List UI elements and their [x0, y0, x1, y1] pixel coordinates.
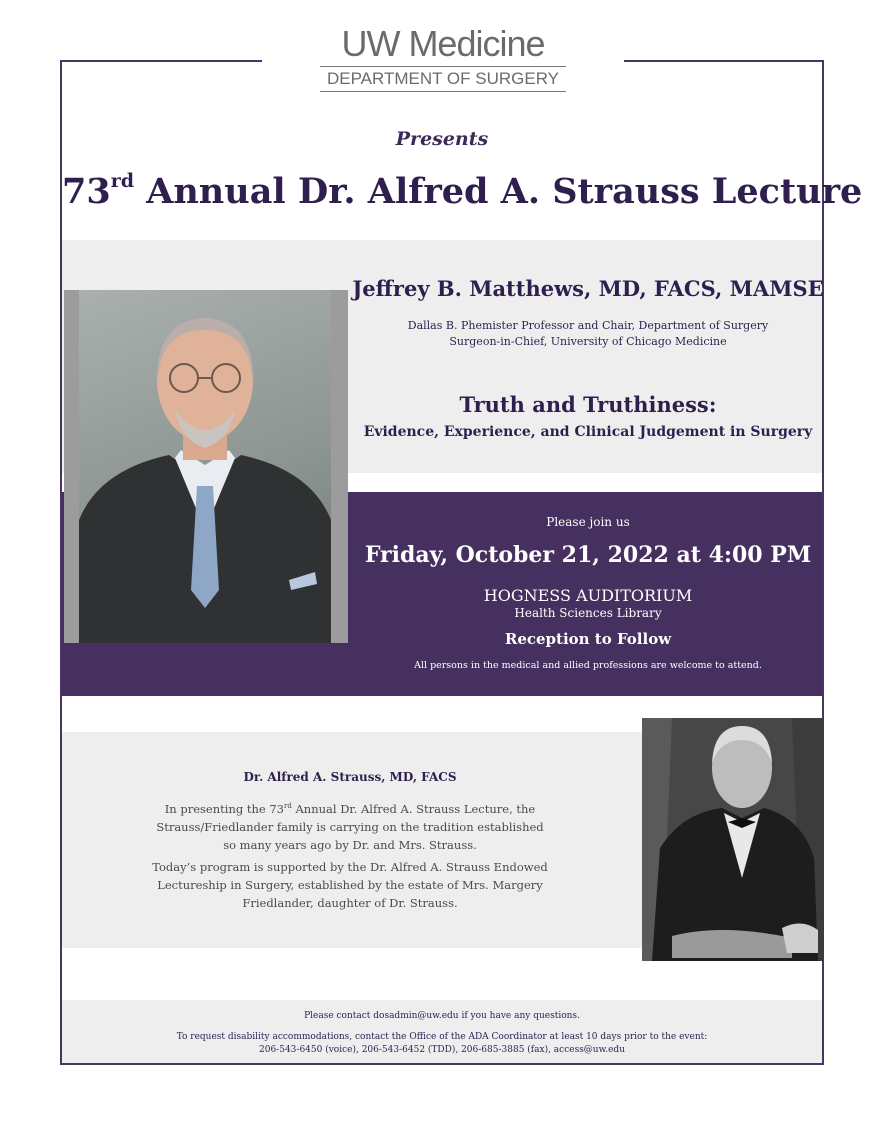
ada-line-2: 206-543-6450 (voice), 206-543-6452 (TDD), 206-685-3885 (fax), access@uw.edu — [259, 1045, 625, 1055]
talk-title: Truth and Truthiness: — [459, 392, 717, 417]
event-date: Friday, October 21, 2022 at 4:00 PM — [364, 542, 812, 568]
speaker-name: Jeffrey B. Matthews, MD, FACS, MAMSE — [352, 276, 824, 301]
title-rest: Annual Dr. Alfred A. Strauss Lecture — [134, 171, 863, 212]
ada-text — [62, 1031, 822, 1057]
bio-p1-ordinal: rd — [284, 802, 292, 810]
title-ordinal: rd — [110, 170, 135, 192]
event-venue: HOGNESS AUDITORIUM — [483, 586, 693, 605]
logo-main-text: UW Medicine — [341, 23, 545, 64]
uw-medicine-logo — [300, 24, 586, 92]
contact-text: Please contact dosadmin@uw.edu if you have any questions. — [304, 1011, 580, 1021]
logo-sub-text: DEPARTMENT OF SURGERY — [326, 69, 560, 88]
strauss-photo — [642, 718, 824, 961]
speaker-photo — [79, 290, 331, 643]
speaker-affiliation — [350, 318, 826, 350]
logo-rule-bottom — [320, 91, 566, 92]
bio-p1-b: Annual Dr. Alfred A. Strauss Lecture, the Strauss/Friedlander family is carrying on the tradition established so many years ago by Dr. and Mrs. Strauss. — [156, 801, 544, 852]
welcome-text: All persons in the medical and allied professions are welcome to attend. — [414, 660, 762, 671]
title-number: 73 — [62, 171, 111, 212]
ada-line-1: To request disability accommodations, contact the Office of the ADA Coordinator at least 10 days prior to the event: — [176, 1032, 708, 1042]
strauss-portrait-image — [642, 718, 824, 961]
lecture-title — [62, 170, 863, 212]
bio-paragraph-2: Today’s program is supported by the Dr. Alfred A. Strauss Endowed Lectureship in Surgery, established by the estate of Mrs. Margery Friedlander, daughter of Dr. Strauss. — [152, 860, 548, 910]
talk-subtitle: Evidence, Experience, and Clinical Judgement in Surgery — [363, 424, 813, 440]
event-venue-sub: Health Sciences Library — [514, 606, 662, 620]
reception-text: Reception to Follow — [504, 630, 672, 648]
presents-label: Presents — [395, 128, 489, 150]
bio-p1-a: In presenting the 73 — [164, 801, 284, 816]
bio-heading: Dr. Alfred A. Strauss, MD, FACS — [243, 770, 457, 784]
affiliation-line-1: Dallas B. Phemister Professor and Chair, Department of Surgery — [407, 319, 769, 332]
join-text: Please join us — [546, 515, 630, 529]
affiliation-line-2: Surgeon-in-Chief, University of Chicago Medicine — [449, 335, 727, 348]
speaker-portrait-image — [79, 290, 331, 643]
bio-paragraph-1 — [150, 797, 550, 854]
